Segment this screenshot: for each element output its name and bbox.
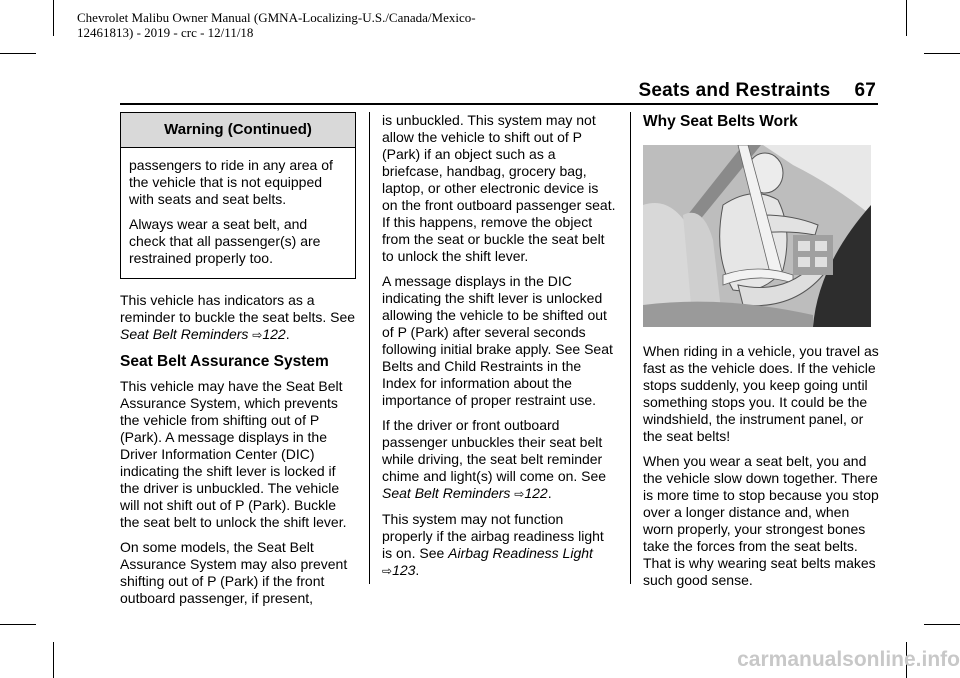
crop-mark [924, 53, 960, 54]
warning-text: Always wear a seat belt, and check that all passenger(s) are restrained properly too. [129, 216, 321, 266]
body-paragraph: When riding in a vehicle, you travel as fast as the vehicle does. If the vehicle stops suddenly, you keep going until something stops you. It could be the windshield, the instrument panel, or the seat belts! [643, 343, 879, 444]
body-paragraph: When you wear a seat belt, you and the vehicle slow down together. There is more time to stop because you stop over a longer distance and, when worn properly, your strongest bones take the forces from the seat belts. That is why wearing seat belts makes such good sense. [643, 453, 879, 588]
page-number: 67 [854, 80, 876, 101]
body-paragraph: is unbuckled. This system may not allow the vehicle to shift out of P (Park) if an object such as a briefcase, handbag, grocery bag, laptop, or other electronic device is on the front outboard passenger seat. If this happens, remove the object from the seat or buckle the seat belt to unlock the shift lever. [382, 112, 616, 264]
page-reference-arrow-icon: ⇨ [514, 487, 525, 501]
meta-line: Chevrolet Malibu Owner Manual (GMNA-Localizing-U.S./Canada/Mexico- [77, 10, 476, 25]
document-meta [77, 10, 557, 40]
seat-belt-illustration-icon [643, 145, 871, 327]
crop-mark [906, 0, 907, 36]
cross-reference-link[interactable]: Seat Belt Reminders [120, 326, 249, 342]
warning-text: passengers to ride in any area of the vehicle that is not equipped with seats and seat belts. [129, 157, 333, 207]
body-paragraph: If the driver or front outboard passenger unbuckles their seat belt while driving, the seat belt reminder chime and light(s) will come on. See Seat Belt Reminders ⇨122. [382, 417, 607, 501]
body-paragraph: On some models, the Seat Belt Assurance System may also prevent shifting out of P (Park) if the front outboard passenger, if present, [120, 539, 348, 606]
running-head [600, 80, 876, 102]
body-paragraph: This vehicle has indicators as a reminder to buckle the seat belts. See Seat Belt Reminders ⇨122. [120, 292, 356, 342]
body-paragraph: This system may not function properly if the airbag readiness light is on. See Airbag Readiness Light ⇨123. [382, 511, 604, 578]
section-heading: Seat Belt Assurance System [120, 353, 329, 370]
cross-reference-link[interactable]: Airbag Readiness Light [448, 545, 593, 561]
crop-mark [53, 0, 54, 36]
body-paragraph: A message displays in the DIC indicating the shift lever is unlocked allowing the vehicle to be shifted out of P (Park) after several seconds following initial brake apply. See Seat Belts and Child Restraints in the Index for information about the importance of proper restraint use. [382, 273, 613, 408]
crop-mark [53, 642, 54, 678]
crop-mark [924, 624, 960, 625]
column-1 [120, 112, 356, 615]
warning-body [121, 148, 355, 278]
section-heading: Why Seat Belts Work [643, 113, 798, 130]
section-title: Seats and Restraints [638, 80, 831, 101]
warning-title: Warning (Continued) [121, 113, 355, 148]
watermark: carmanualsonline.info [737, 648, 960, 671]
page-reference-arrow-icon: ⇨ [382, 564, 393, 578]
header-rule [120, 103, 878, 105]
crop-mark [0, 53, 36, 54]
cross-reference-link[interactable]: Seat Belt Reminders [382, 485, 511, 501]
page-reference-arrow-icon: ⇨ [252, 328, 263, 342]
meta-line: 12461813) - 2019 - crc - 12/11/18 [77, 25, 254, 40]
page-reference[interactable]: 122 [262, 326, 286, 342]
crash-test-dummy-illustration [643, 145, 871, 327]
page-reference[interactable]: 123 [392, 562, 416, 578]
column-2 [382, 112, 616, 588]
column-divider [369, 112, 370, 584]
body-text: If the driver or front outboard passenger unbuckles their seat belt while driving, the seat belt reminder chime and light(s) will come on. See [382, 417, 607, 484]
body-paragraph: This vehicle may have the Seat Belt Assurance System, which prevents the vehicle from shifting out of P (Park). A message displays in the Driver Information Center (DIC) indicating the shift lever is locked if the driver is unbuckled. The vehicle will not shift out of P (Park). Buckle the seat belt to unlock the shift lever. [120, 378, 347, 530]
body-text: This system may not function properly if the airbag readiness light is on. See [382, 511, 604, 561]
page-reference[interactable]: 122 [524, 485, 548, 501]
crop-mark [0, 624, 36, 625]
column-divider [630, 112, 631, 584]
body-text: This vehicle has indicators as a reminder to buckle the seat belts. See [120, 292, 356, 325]
warning-box [120, 112, 356, 279]
column-3 [643, 112, 879, 597]
